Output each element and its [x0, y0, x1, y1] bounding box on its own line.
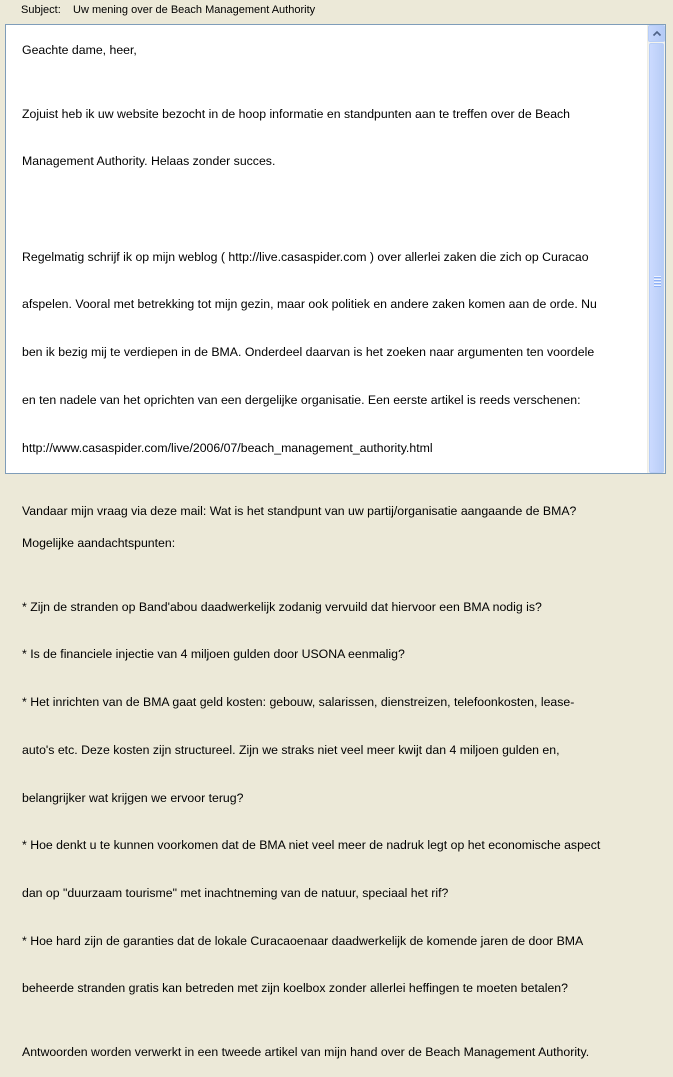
closing-paragraph: Antwoorden worden verwerkt in een tweede artikel van mijn hand over de Beach Management Authority. — [22, 1045, 590, 1059]
text-line: * Hoe denkt u te kunnen voorkomen dat de BMA niet veel meer de nadruk legt op het economische aspect — [22, 838, 601, 853]
text-line: beheerde stranden gratis kan betreden met zijn koelbox zonder allerlei heffingen te moeten betalen? — [22, 981, 568, 996]
text-line: dan op "duurzaam tourisme" met inachtneming van de natuur, speciaal het rif? — [22, 885, 449, 900]
text-line: auto's etc. Deze kosten zijn structureel. Zijn we straks niet veel meer kwijt dan 4 miljoen gulden en, — [22, 742, 560, 757]
points-list — [22, 568, 634, 1029]
text-line: * Is de financiele injectie van 4 miljoen gulden door USONA eenmalig? — [22, 647, 405, 662]
scroll-thumb[interactable] — [649, 43, 664, 473]
frame-corner — [665, 0, 673, 22]
text-line: belangrijker wat krijgen we ervoor terug? — [22, 790, 244, 805]
points-intro: Mogelijke aandachtspunten: — [22, 536, 176, 551]
question-paragraph: Vandaar mijn vraag via deze mail: Wat is het standpunt van uw partij/organisatie aangaande de BMA? — [22, 504, 577, 519]
message-text[interactable] — [22, 43, 634, 1077]
text-line: Zojuist heb ik uw website bezocht in de hoop informatie en standpunten aan te treffen over de Beach — [22, 106, 571, 121]
text-line: * Hoe hard zijn de garanties dat de lokale Curacaoenaar daadwerkelijk de komende jaren de door BMA — [22, 933, 584, 948]
vertical-scrollbar[interactable] — [647, 25, 665, 473]
text-line: Management Authority. Helaas zonder succes. — [22, 154, 276, 169]
paragraph-weblog — [22, 218, 634, 488]
subject-label: Subject: — [21, 4, 61, 16]
paragraph-intro — [22, 75, 634, 202]
grip-icon — [654, 276, 661, 288]
message-body-area[interactable] — [5, 24, 666, 1059]
article-link: http://www.casaspider.com/live/2006/07/beach_management_authority.html — [22, 440, 433, 455]
chevron-up-icon — [653, 31, 661, 36]
text-line: Regelmatig schrijf ik op mijn weblog ( http://live.casaspider.com ) over allerlei zaken die zich op Curacao — [22, 249, 589, 264]
text-line: ben ik bezig mij te verdiepen in de BMA. Onderdeel daarvan is het zoeken naar argumenten ten voordele — [22, 345, 595, 360]
text-line: afspelen. Vooral met betrekking tot mijn gezin, maar ook politiek en andere zaken komen aan de orde. Nu — [22, 297, 597, 312]
text-line: en ten nadele van het oprichten van een dergelijke organisatie. Een eerste artikel is reeds verschenen: — [22, 392, 581, 407]
subject-row — [0, 0, 673, 22]
subject-field[interactable]: Uw mening over de Beach Management Authority — [73, 4, 316, 16]
scroll-up-button[interactable] — [648, 25, 665, 42]
greeting: Geachte dame, heer, — [22, 43, 137, 57]
text-line: * Het inrichten van de BMA gaat geld kosten: gebouw, salarissen, dienstreizen, telefoonkosten, lease- — [22, 695, 575, 710]
text-line: * Zijn de stranden op Band'abou daadwerkelijk zodanig vervuild dat hiervoor een BMA nodig is? — [22, 599, 542, 614]
